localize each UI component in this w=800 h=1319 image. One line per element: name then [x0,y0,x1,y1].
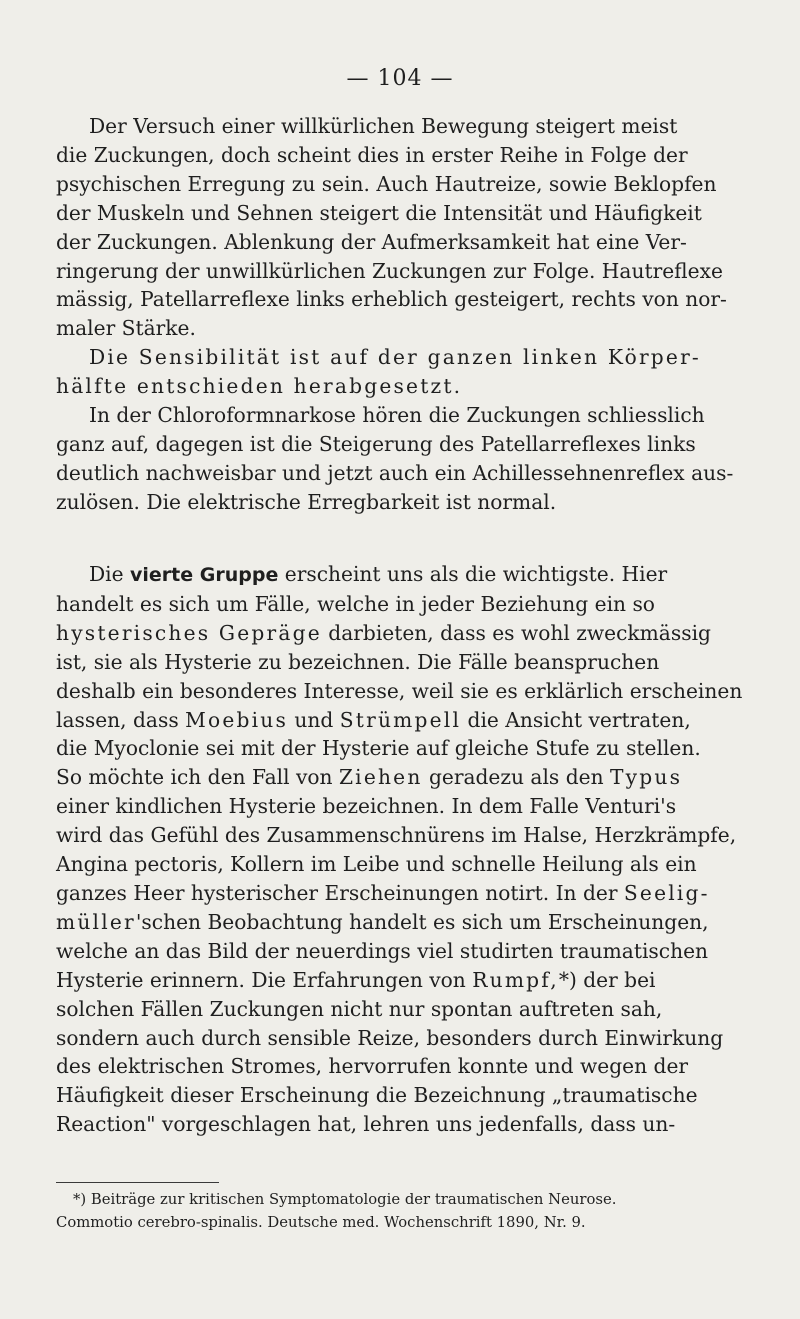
text-line: ringerung der unwillkürlichen Zuckungen zur Folge. Hautreflexe [56,258,723,283]
emphasis-term: Typus [610,765,683,790]
text-line [56,879,758,908]
text-fragment: ganzes Heer hysterischer Erscheinungen notirt. In der [56,880,624,905]
text-line: deutlich nachweisbar und jetzt auch ein Achillessehnenreflex aus- [56,460,734,485]
footnote-line: *) Beiträge zur kritischen Symptomatologie der traumatischen Neurose. [73,1191,617,1208]
author-name: Seelig- [623,880,710,905]
text-line: Häufigkeit dieser Erscheinung die Bezeichnung „traumatische [56,1083,698,1108]
text-line: zulösen. Die elektrische Erregbarkeit ist normal. [56,489,557,514]
text-fragment: Die [89,562,131,586]
section-heading-fourth-group: vierte Gruppe [130,564,279,586]
text-line: die Myoclonie sei mit der Hysterie auf gleiche Stufe zu stellen. [56,736,701,761]
text-fragment: und [288,707,340,732]
text-line: Angina pectoris, Kollern im Leibe und schnelle Heilung als ein [56,852,697,877]
text-line: die Zuckungen, doch scheint dies in erster Reihe in Folge der [56,142,688,167]
text-line: der Zuckungen. Ablenkung der Aufmerksamkeit hat eine Ver- [56,229,687,254]
text-fragment: lassen, dass [56,707,186,732]
author-name: Ziehen [338,765,423,790]
author-name: Rumpf, [472,967,559,992]
text-fragment: So möchte ich den Fall von [56,765,339,790]
paragraph-fourth-group [56,560,758,1139]
text-line: des elektrischen Stromes, hervorrufen konnte und wegen der [56,1054,689,1079]
text-line [56,908,758,937]
text-line: wird das Gefühl des Zusammenschnürens im Halse, Herzkrämpfe, [56,823,737,848]
text-line: solchen Fällen Zuckungen nicht nur spontan auftreten sah, [56,996,663,1021]
sensibility-line: hälfte entschieden herabgesetzt. [56,374,463,399]
text-fragment: geradezu als den [422,765,610,790]
footnote [56,1188,766,1234]
emphasis-term: hysterisches Gepräge [56,620,322,645]
text-fragment: darbieten, dass es wohl zweckmässig [321,620,711,645]
text-line: ist, sie als Hysterie zu bezeichnen. Die Fälle beanspruchen [56,649,660,674]
text-fragment: erscheint uns als die wichtigste. Hier [278,562,668,586]
text-line [56,560,758,590]
text-line: handelt es sich um Fälle, welche in jeder Beziehung ein so [56,591,655,616]
text-line: welche an das Bild der neuerdings viel studirten traumatischen [56,938,709,963]
text-line: sondern auch durch sensible Reize, besonders durch Einwirkung [56,1025,724,1050]
footnote-reference: *) der bei [558,967,656,992]
sensibility-line: Die Sensibilität ist auf der ganzen linken Körper- [89,345,701,370]
author-name: müller [56,909,136,934]
author-name: Moebius [185,707,289,732]
text-line [56,619,758,648]
text-line: einer kindlichen Hysterie bezeichnen. In dem Falle Venturi's [56,794,677,819]
text-line [56,706,758,735]
text-line: Reaction" vorgeschlagen hat, lehren uns jedenfalls, dass un- [56,1112,676,1137]
text-line [56,966,758,995]
text-fragment: Hysterie erinnern. Die Erfahrungen von [56,967,473,992]
text-line: ganz auf, dagegen ist die Steigerung des Patellarreflexes links [56,431,696,456]
author-name: Strümpell [339,707,462,732]
text-line: deshalb ein besonderes Interesse, weil sie es erklärlich erscheinen [56,678,743,703]
paragraph-symptoms [56,112,758,517]
text-line: maler Stärke. [56,316,196,341]
text-fragment: 'schen Beobachtung handelt es sich um Erscheinungen, [135,909,709,934]
text-line: psychischen Erregung zu sein. Auch Hautreize, sowie Beklopfen [56,171,717,196]
footnote-line: Commotio cerebro-spinalis. Deutsche med. Wochenschrift 1890, Nr. 9. [56,1214,586,1231]
text-line: der Muskeln und Sehnen steigert die Intensität und Häufigkeit [56,200,702,225]
footnote-divider [56,1182,219,1183]
text-line [56,763,758,792]
text-line: In der Chloroformnarkose hören die Zuckungen schliesslich [89,403,705,428]
text-line: mässig, Patellarreflexe links erheblich gesteigert, rechts von nor- [56,287,727,312]
page-number: — 104 — [346,66,454,91]
text-line: Der Versuch einer willkürlichen Bewegung steigert meist [89,114,678,138]
text-fragment: die Ansicht vertraten, [461,707,691,732]
